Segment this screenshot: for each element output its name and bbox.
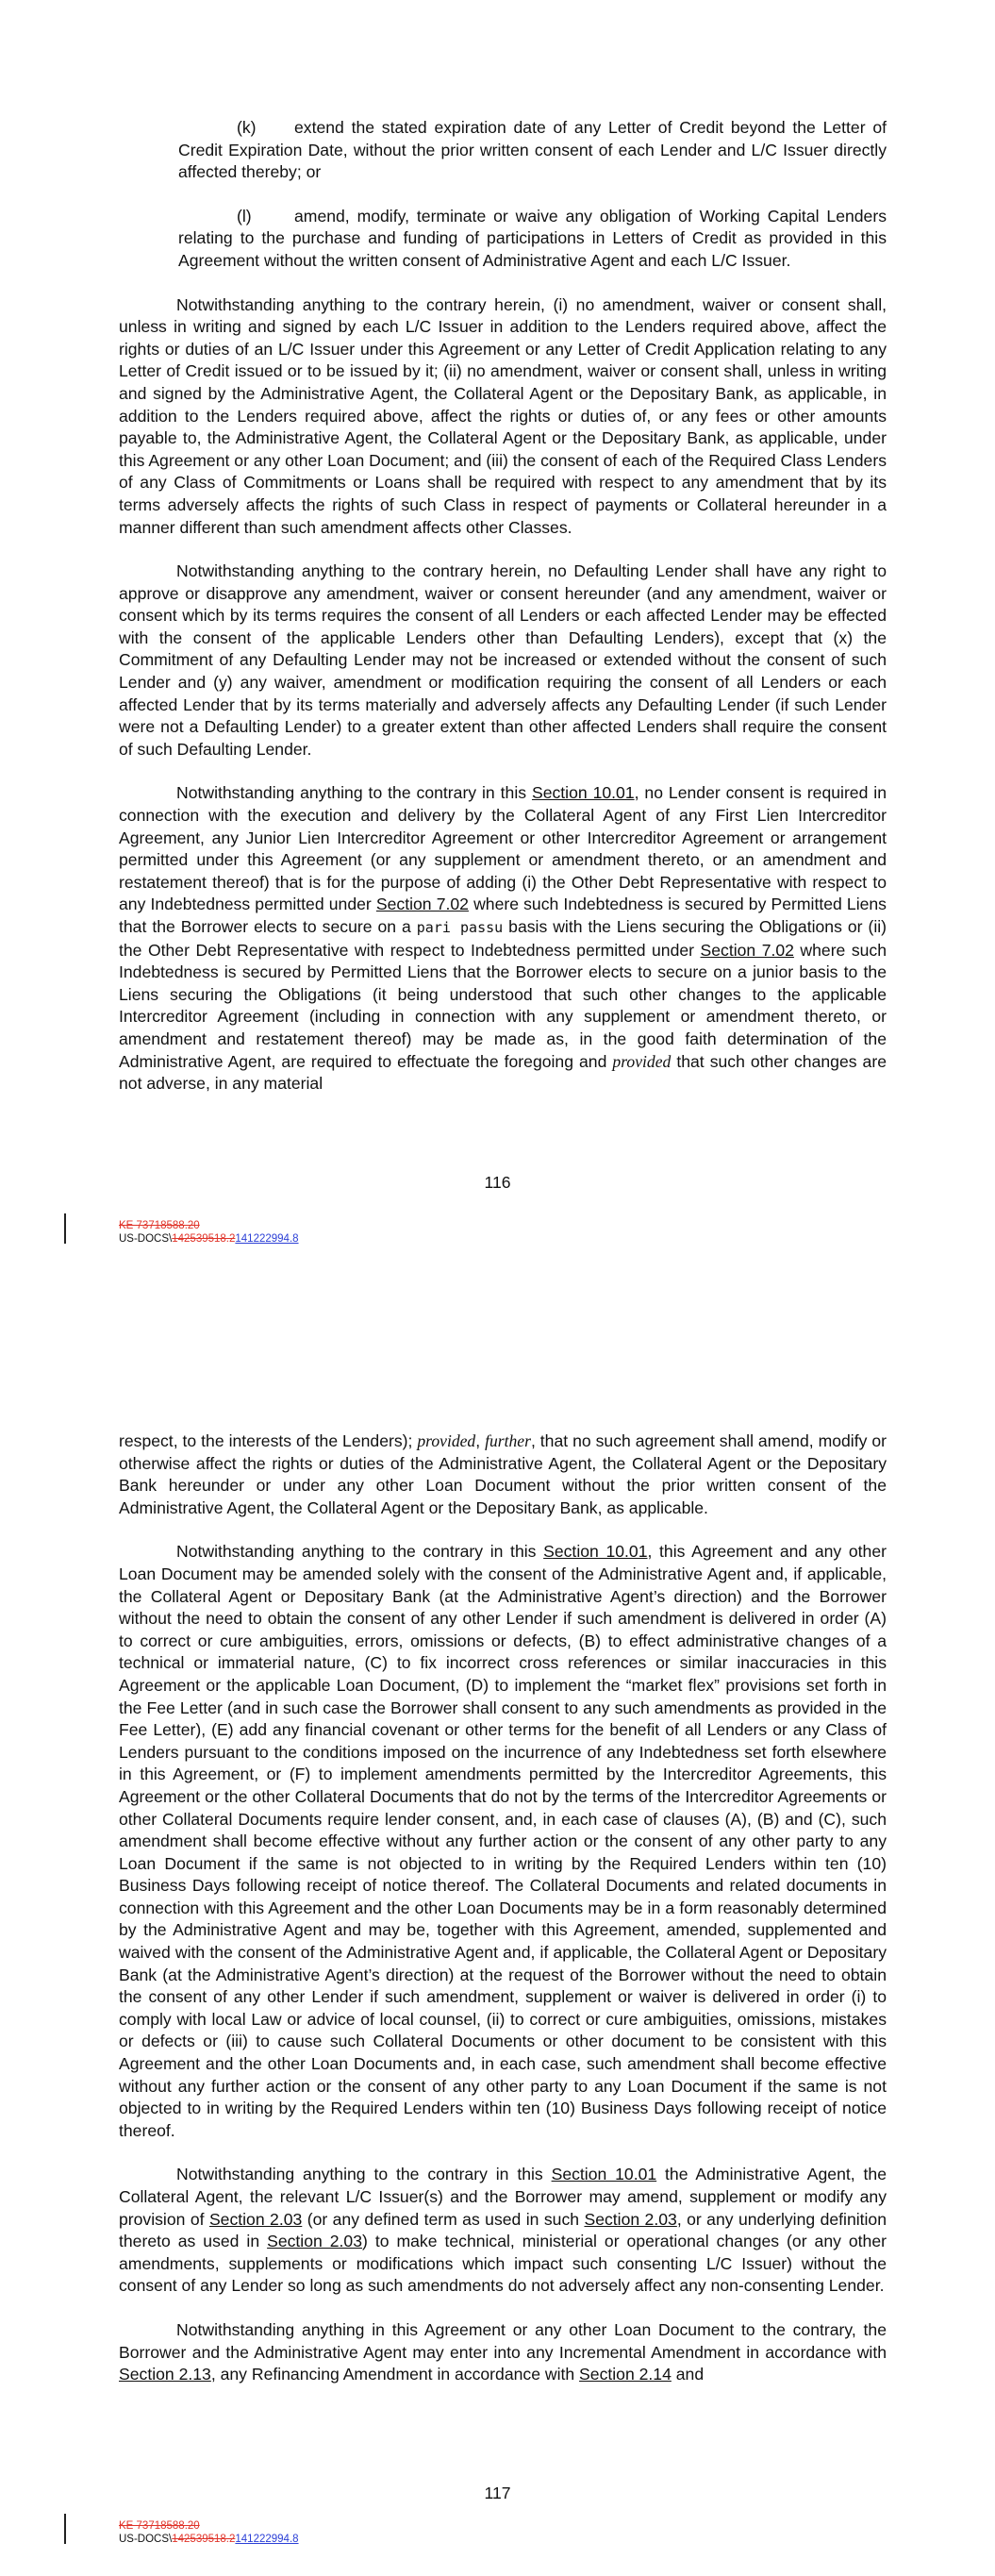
section-reference[interactable]: Section 7.02 bbox=[375, 895, 469, 914]
doc-id-prefix: US-DOCS\ bbox=[119, 2534, 173, 2545]
section-reference[interactable]: Section 7.02 bbox=[700, 940, 794, 960]
paragraph: Notwithstanding anything to the contrary herein, no Defaulting Lender shall have any right to approve or disapprove any amendment, waiver or consent hereunder (and any amendment, waiver or consent which by its terms requires the consent of all Lenders or each affected Lender may be effected with the consent of the applicable Lenders other than Defaulting Lenders), except that (x) the Commitment of any Defaulting Lender may not be increased or extended without the consent of such Lender and (y) any waiver, amendment or modification requiring the consent of all Lenders or each affected Lender that by its terms materially and adversely affects any Defaulting Lender (if such Lender were not a Defaulting Lender) to a greater extent than other affected Lenders shall require the consent of such Defaulting Lender. bbox=[119, 561, 887, 759]
inserted-doc-number: 141222994.8 bbox=[235, 2534, 299, 2545]
section-reference[interactable]: Section 2.03 bbox=[208, 2209, 303, 2229]
page-number: 117 bbox=[484, 2484, 511, 2502]
section-reference[interactable]: Section 2.03 bbox=[584, 2209, 677, 2229]
us-doc-id bbox=[119, 1232, 299, 1246]
page-number: 116 bbox=[484, 1173, 511, 1192]
italic-term: further bbox=[485, 1431, 531, 1450]
change-bar bbox=[64, 2514, 66, 2544]
page-117 bbox=[0, 1378, 995, 2576]
paragraph bbox=[119, 1430, 887, 1519]
page-body bbox=[119, 1430, 887, 2408]
ke-doc-id: KE 73718588.20 bbox=[119, 1220, 200, 1231]
section-reference[interactable]: Section 10.01 bbox=[551, 2165, 657, 2184]
paragraph bbox=[119, 2164, 887, 2298]
section-reference[interactable]: Section 2.13 bbox=[119, 2365, 211, 2384]
doc-id-prefix: US-DOCS\ bbox=[119, 1233, 173, 1245]
ke-doc-id: KE 73718588.20 bbox=[119, 2520, 200, 2532]
clause-label: (k) bbox=[237, 118, 257, 137]
clause-label: (l) bbox=[237, 206, 252, 226]
text-run: ) to make technical, ministerial or operational changes (or any other amendments, supplements or modifications which impact such consenting L/C Issuer) without the consent of any Lender so long as such amendments do not adversely affect any non-consenting Lender. bbox=[119, 2232, 887, 2296]
text-run: , this Agreement and any other Loan Document may be amended solely with the consent of the Administrative Agent and, if applicable, the Collateral Agent or Depositary Bank (at the Administrative Agent’s direction) and the Borrower without the need to obtain the consent of any other Lender if such amendment is delivered in order (A) to correct or cure ambiguities, errors, omissions or defects, (B) to effect administrative changes of a technical or immaterial nature, (C) to fix incorrect cross references or similar inaccuracies in this Agreement or the applicable Loan Document, (D) to implement the “market flex” provisions set forth in the Fee Letter (and in such case the Borrower shall consent to any such amendments as provided in the Fee Letter), (E) add any financial covenant or other terms for the benefit of all Lenders or any Class of Lenders pursuant to the conditions imposed on the incurrence of any Indebtedness set forth elsewhere in this Agreement, or (F) to implement amendments permitted by the Intercreditor Agreements, this Agreement or the other Collateral Documents that do not by the terms of the Intercreditor Agreements or other Collateral Documents require lender consent, and, in each case of clauses (A), (B) and (C), such amendment shall become effective without any further action or the consent of any other party to any Loan Document if the same is not objected to in writing by the Required Lenders within ten (10) Business Days following receipt of notice thereof. The Collateral Documents and related documents in connection with this Agreement and the other Loan Documents may be in a form reasonably determined by the Administrative Agent and may be, together with this Agreement, amended, supplemented and waived with the consent of the Administrative Agent and, if applicable, the Collateral Agent or Depositary Bank (at the Administrative Agent’s direction) at the request of the Borrower without the need to obtain the consent of any other Lender if such amendment, supplement or waiver is delivered in order (i) to comply with local Law or advice of local counsel, (ii) to correct or cure ambiguities, omissions, mistakes or defects or (iii) to cause such Collateral Documents or other document to be consistent with this Agreement and the other Loan Documents and, in each case, such amendment shall become effective without any further action or the consent of any other party to any Loan Document if the same is not objected to in writing by the Required Lenders within ten (10) Business Days following receipt of notice thereof. bbox=[119, 1542, 887, 2140]
deleted-doc-number: 142539518.2 bbox=[172, 1233, 236, 1245]
document-footer bbox=[119, 1219, 299, 1246]
paragraph: Notwithstanding anything to the contrary herein, (i) no amendment, waiver or consent shall, unless in writing and signed by each L/C Issuer in addition to the Lenders required above, affect the rights or duties of an L/C Issuer under this Agreement or any Letter of Credit Application relating to any Letter of Credit issued or to be issued by it; (ii) no amendment, waiver or consent shall, unless in writing and signed by the Administrative Agent, the Collateral Agent or the Depositary Bank, as applicable, in addition to the Lenders required above, affect the rights or duties of, or any fees or other amounts payable to, the Administrative Agent, the Collateral Agent or the Depositary Bank, as applicable, under this Agreement or any other Loan Document; and (iii) the consent of each of the Required Class Lenders of any Class of Commitments or Loans shall be required with respect to any amendment that by its terms adversely affects the rights of such Class in respect of payments or Collateral hereunder in a manner different than such amendment affects other Classes. bbox=[119, 294, 887, 537]
change-bar bbox=[64, 1213, 66, 1244]
paragraph bbox=[119, 2319, 887, 2386]
text-run: respect, to the interests of the Lenders); bbox=[119, 1431, 418, 1450]
page-body bbox=[119, 117, 887, 1117]
italic-term: provided bbox=[417, 1431, 476, 1450]
text-run: the Administrative Agent, the Collateral Agent, the relevant L/C Issuer(s) and the Borrower may amend, supplement or modify any provision of bbox=[119, 2165, 887, 2229]
text-run: where such Indebtedness is secured by Permitted Liens that the Borrower elects to secure on a bbox=[119, 895, 887, 936]
text-run: and bbox=[671, 2365, 705, 2384]
text-run: basis with the Liens securing the Obligations or (ii) the Other Debt Representative with respect to Indebtedness permitted under bbox=[119, 917, 887, 960]
text-run: where such Indebtedness is secured by Permitted Liens that the Borrower elects to secure on a junior basis to the Liens securing the Obligations (it being understood that such other changes to the applicable Intercreditor Agreement (including in connection with any supplement or amendment thereto, or amendment and restatement thereof) may be made as, in the good faith determination of the Administrative Agent, are required to effectuate the foregoing and bbox=[119, 940, 887, 1071]
clause-text: amend, modify, terminate or waive any obligation of Working Capital Lenders relating to the purchase and funding of participations in Letters of Credit as provided in this Agreement without the written consent of Administrative Agent and each L/C Issuer. bbox=[178, 206, 887, 270]
clause-k bbox=[178, 117, 887, 184]
text-run: Notwithstanding anything to the contrary in this bbox=[176, 2165, 552, 2184]
section-reference[interactable]: Section 2.03 bbox=[267, 2232, 362, 2251]
deleted-doc-number: 142539518.2 bbox=[172, 2534, 236, 2545]
clause-l bbox=[178, 206, 887, 273]
text-run: Notwithstanding anything to the contrary in this bbox=[176, 783, 532, 803]
text-run: , that no such agreement shall amend, modify or otherwise affect the rights or duties of the Administrative Agent, the Collateral Agent or the Depositary Bank hereunder or under any other Loan Document without the prior written consent of the Administrative Agent, the Collateral Agent or the Depositary Bank, as applicable. bbox=[119, 1431, 887, 1517]
inserted-doc-number: 141222994.8 bbox=[235, 1233, 299, 1245]
italic-term: provided bbox=[612, 1051, 672, 1071]
paragraph bbox=[119, 782, 887, 1095]
text-run: , bbox=[475, 1431, 486, 1450]
text-run: , any Refinancing Amendment in accordance with bbox=[210, 2365, 580, 2384]
clause-text: extend the stated expiration date of any Letter of Credit beyond the Letter of Credit Expiration Date, without the prior written consent of each Lender and L/C Issuer directly affected thereby; or bbox=[178, 118, 887, 182]
page-116 bbox=[0, 0, 995, 1255]
text-run: that such other changes are not adverse, in any material bbox=[119, 1051, 887, 1094]
text-run: , no Lender consent is required in connection with the execution and delivery by the Collateral Agent of any First Lien Intercreditor Agreement, any Junior Lien Intercreditor Agreement or other Intercreditor Agreement or arrangement permitted under this Agreement (or any supplement or amendment thereto, or an amendment and restatement thereof) that is for the purpose of adding (i) the Other Debt Representative with respect to any Indebtedness permitted under bbox=[119, 783, 887, 914]
text-run: Notwithstanding anything in this Agreement or any other Loan Document to the contrary, the Borrower and the Administrative Agent may enter into any Incremental Amendment in accordance with bbox=[119, 2319, 887, 2362]
text-run: Notwithstanding anything to the contrary in this bbox=[176, 1542, 544, 1562]
text-run: , or any underlying definition thereto as used in bbox=[119, 2209, 887, 2251]
us-doc-id bbox=[119, 2533, 299, 2546]
paragraph bbox=[119, 1541, 887, 2142]
section-reference[interactable]: Section 2.14 bbox=[579, 2365, 672, 2384]
section-reference[interactable]: Section 10.01 bbox=[531, 783, 635, 803]
section-reference[interactable]: Section 10.01 bbox=[543, 1542, 648, 1562]
italic-term: pari passu bbox=[416, 919, 504, 936]
text-run: (or any defined term as used in such bbox=[302, 2209, 585, 2229]
document-footer bbox=[119, 2519, 299, 2546]
